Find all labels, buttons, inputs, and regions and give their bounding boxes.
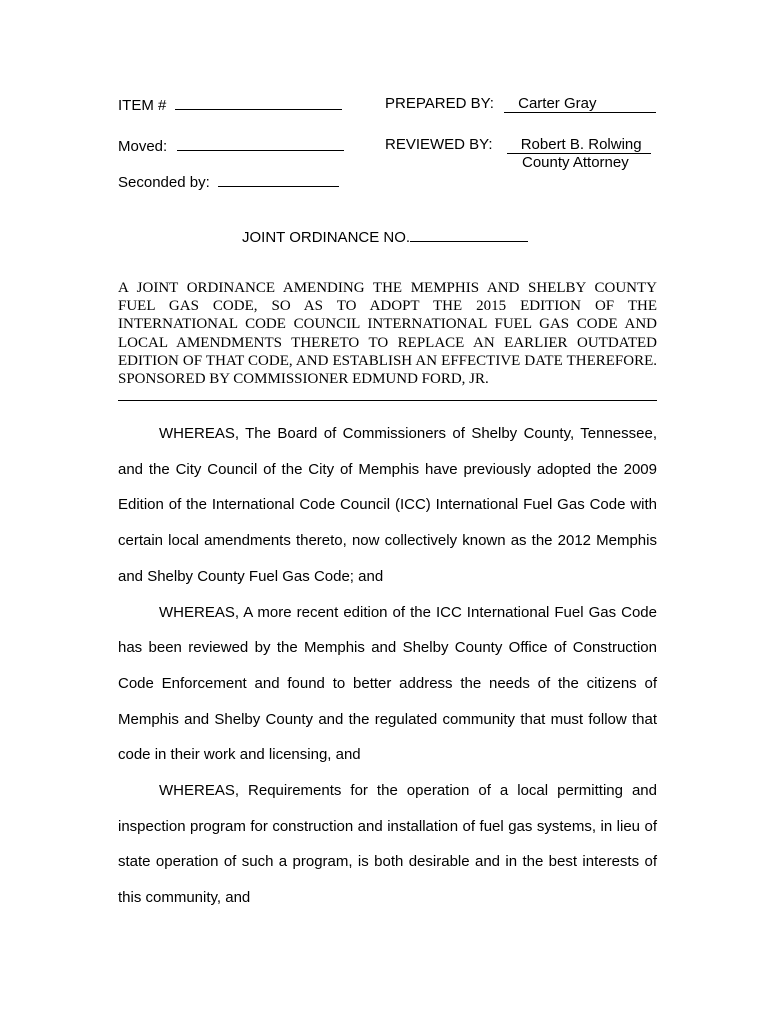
reviewed-by-value: Robert B. Rolwing [507,136,651,154]
ordinance-number-label: JOINT ORDINANCE NO. [242,229,411,246]
ordinance-number-field [242,227,528,246]
moved-label: Moved: [118,138,168,155]
reviewed-by-field [385,136,651,154]
reviewed-by-title: County Attorney [522,154,629,171]
seconded-label: Seconded by: [118,174,210,191]
ordinance-caption: A JOINT ORDINANCE AMENDING THE MEMPHIS AND SHELBY COUNTY FUEL GAS CODE, SO AS TO ADOPT THE 2015 EDITION OF THE INTERNATIONAL CODE COUNCIL INTERNATIONAL FUEL GAS CODE AND LOCAL AMENDMENTS THERETO TO REPLACE AN EARLIER OUTDATED EDITION OF THAT CODE, AND ESTABLISH AN EFFECTIVE DATE THEREFORE. SPONSORED BY COMMISSIONER EDMUND FORD, JR. [118,280,657,388]
item-number-field [118,95,342,114]
seconded-blank [218,172,339,187]
item-number-label: ITEM # [118,97,167,114]
item-number-blank [175,95,342,110]
prepared-by-field [385,95,656,113]
caption-divider [118,400,657,401]
whereas-paragraph-3: WHEREAS, Requirements for the operation of a local permitting and inspection program for construction and installation of fuel gas systems, in lieu of state operation of such a program, is both desirable and in the best interests of this community, and [118,782,657,907]
prepared-by-value: Carter Gray [504,95,656,113]
whereas-paragraph-2: WHEREAS, A more recent edition of the ICC International Fuel Gas Code has been reviewed by the Memphis and Shelby County Office of Construction Code Enforcement and found to better address the needs of the citizens of Memphis and Shelby County and the regulated community that must follow that code in their work and licensing, and [118,603,657,764]
whereas-paragraph-1: WHEREAS, The Board of Commissioners of Shelby County, Tennessee, and the City Council of the City of Memphis have previously adopted the 2009 Edition of the International Code Council (ICC) International Fuel Gas Code with certain local amendments thereto, now collectively known as the 2012 Memphis and Shelby County Fuel Gas Code; and [118,425,657,585]
ordinance-number-blank [410,227,528,242]
prepared-by-label: PREPARED BY: [385,95,494,112]
moved-blank [177,136,344,151]
seconded-field [118,172,339,191]
reviewed-by-label: REVIEWED BY: [385,136,493,153]
moved-field [118,136,344,155]
ordinance-body [118,416,657,916]
